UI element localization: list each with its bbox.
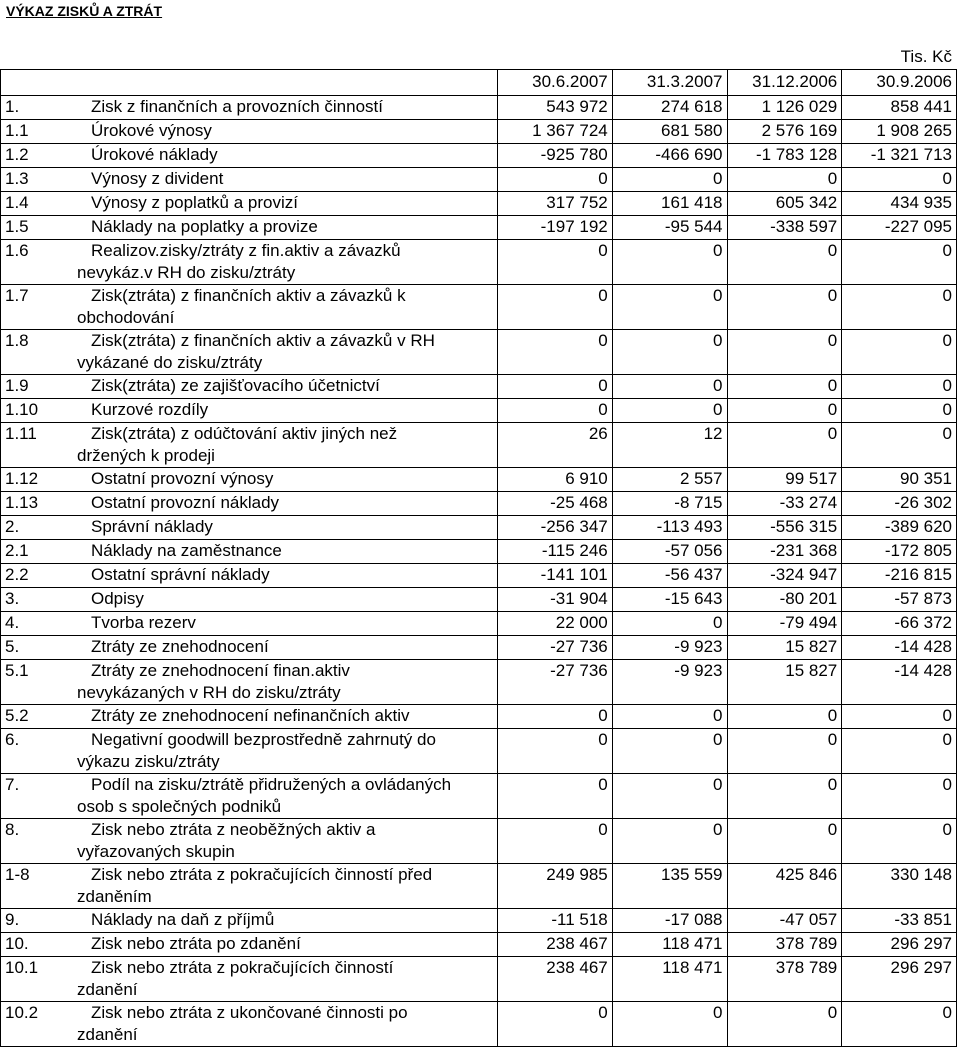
table-row bbox=[1, 564, 957, 588]
row-label-continuation: osob s společných podniků bbox=[77, 797, 282, 816]
row-label-cell bbox=[1, 864, 498, 909]
value-cell: -113 493 bbox=[612, 516, 727, 540]
row-code: 8. bbox=[5, 820, 20, 839]
value-cell: 330 148 bbox=[842, 864, 957, 909]
row-label: Náklady na zaměstnance bbox=[91, 541, 282, 560]
value-cell: 0 bbox=[727, 774, 842, 819]
value-cell: 0 bbox=[727, 240, 842, 285]
value-cell: -556 315 bbox=[727, 516, 842, 540]
value-cell: -25 468 bbox=[498, 492, 613, 516]
value-cell: 0 bbox=[612, 819, 727, 864]
row-code: 1.12 bbox=[5, 469, 39, 488]
row-label: Úrokové výnosy bbox=[91, 121, 212, 140]
table-row bbox=[1, 96, 957, 120]
value-cell: 434 935 bbox=[842, 192, 957, 216]
row-label: Negativní goodwill bezprostředně zahrnutý do bbox=[91, 730, 436, 749]
row-label-continuation: zdanění bbox=[77, 980, 138, 999]
value-cell: -33 274 bbox=[727, 492, 842, 516]
value-cell: 0 bbox=[612, 168, 727, 192]
value-cell: 605 342 bbox=[727, 192, 842, 216]
value-cell: 1 908 265 bbox=[842, 120, 957, 144]
row-label-cell bbox=[1, 375, 498, 399]
value-cell: 0 bbox=[727, 705, 842, 729]
row-label: Ostatní provozní náklady bbox=[91, 493, 280, 512]
row-label: Náklady na poplatky a provize bbox=[91, 217, 318, 236]
value-cell: 0 bbox=[498, 774, 613, 819]
value-cell: 0 bbox=[498, 1002, 613, 1047]
table-row bbox=[1, 168, 957, 192]
value-cell: 0 bbox=[498, 330, 613, 375]
row-label: Kurzové rozdíly bbox=[91, 400, 209, 419]
row-label: Zisk(ztráta) ze zajišťovacího účetnictví bbox=[91, 376, 380, 395]
value-cell: 858 441 bbox=[842, 96, 957, 120]
row-label: Zisk(ztráta) z odúčtování aktiv jiných než bbox=[91, 424, 398, 443]
value-cell: 0 bbox=[842, 423, 957, 468]
value-cell: 0 bbox=[727, 423, 842, 468]
value-cell: -57 873 bbox=[842, 588, 957, 612]
value-cell: 22 000 bbox=[498, 612, 613, 636]
value-cell: 90 351 bbox=[842, 468, 957, 492]
value-cell: 274 618 bbox=[612, 96, 727, 120]
row-label-cell bbox=[1, 120, 498, 144]
row-label-cell bbox=[1, 729, 498, 774]
table-row bbox=[1, 660, 957, 705]
value-cell: 0 bbox=[498, 285, 613, 330]
row-label-cell bbox=[1, 423, 498, 468]
value-cell: -56 437 bbox=[612, 564, 727, 588]
value-cell: 1 367 724 bbox=[498, 120, 613, 144]
row-label-cell bbox=[1, 192, 498, 216]
value-cell: 249 985 bbox=[498, 864, 613, 909]
value-cell: 0 bbox=[498, 399, 613, 423]
value-cell: -9 923 bbox=[612, 636, 727, 660]
row-code: 3. bbox=[5, 589, 20, 608]
row-label-cell bbox=[1, 1002, 498, 1047]
value-cell: -33 851 bbox=[842, 909, 957, 933]
table-body bbox=[1, 96, 957, 1047]
value-cell: 543 972 bbox=[498, 96, 613, 120]
table-row bbox=[1, 636, 957, 660]
header-row bbox=[1, 70, 957, 96]
value-cell: -14 428 bbox=[842, 660, 957, 705]
row-label-continuation: nevykáz.v RH do zisku/ztráty bbox=[77, 263, 296, 282]
value-cell: 0 bbox=[842, 705, 957, 729]
row-code: 2. bbox=[5, 517, 20, 536]
table-row bbox=[1, 588, 957, 612]
row-label-cell bbox=[1, 168, 498, 192]
row-label-cell bbox=[1, 588, 498, 612]
row-label-continuation: zdanění bbox=[77, 1025, 138, 1044]
row-label-continuation: nevykázaných v RH do zisku/ztráty bbox=[77, 683, 341, 702]
value-cell: 0 bbox=[612, 612, 727, 636]
table-row bbox=[1, 516, 957, 540]
table-row bbox=[1, 1002, 957, 1047]
value-cell: 0 bbox=[842, 729, 957, 774]
value-cell: 0 bbox=[612, 729, 727, 774]
unit-label: Tis. Kč bbox=[900, 47, 952, 66]
row-code: 10.2 bbox=[5, 1003, 39, 1022]
row-code: 1.4 bbox=[5, 193, 29, 212]
row-label-cell bbox=[1, 540, 498, 564]
value-cell: 6 910 bbox=[498, 468, 613, 492]
table-row bbox=[1, 612, 957, 636]
value-cell: 15 827 bbox=[727, 636, 842, 660]
row-label-cell bbox=[1, 933, 498, 957]
value-cell: 161 418 bbox=[612, 192, 727, 216]
value-cell: 0 bbox=[727, 375, 842, 399]
value-cell: 425 846 bbox=[727, 864, 842, 909]
table-row bbox=[1, 909, 957, 933]
value-cell: 12 bbox=[612, 423, 727, 468]
row-label-cell bbox=[1, 492, 498, 516]
value-cell: 0 bbox=[842, 819, 957, 864]
value-cell: -27 736 bbox=[498, 660, 613, 705]
column-header: 30.6.2007 bbox=[498, 70, 613, 96]
row-label: Odpisy bbox=[91, 589, 144, 608]
value-cell: 0 bbox=[842, 330, 957, 375]
value-cell: 0 bbox=[612, 285, 727, 330]
value-cell: 681 580 bbox=[612, 120, 727, 144]
value-cell: 0 bbox=[842, 285, 957, 330]
row-code: 1.6 bbox=[5, 241, 29, 260]
table-row bbox=[1, 957, 957, 1002]
row-label: Zisk(ztráta) z finančních aktiv a závazků v RH bbox=[91, 331, 435, 350]
table-row bbox=[1, 375, 957, 399]
value-cell: -256 347 bbox=[498, 516, 613, 540]
row-label-continuation: zdaněním bbox=[77, 887, 152, 906]
value-cell: 238 467 bbox=[498, 957, 613, 1002]
table-row bbox=[1, 216, 957, 240]
value-cell: -231 368 bbox=[727, 540, 842, 564]
row-label-cell bbox=[1, 468, 498, 492]
row-label-cell bbox=[1, 330, 498, 375]
value-cell: -26 302 bbox=[842, 492, 957, 516]
value-cell: 0 bbox=[498, 819, 613, 864]
value-cell: 135 559 bbox=[612, 864, 727, 909]
row-label: Ztráty ze znehodnocení nefinančních aktiv bbox=[91, 706, 410, 725]
row-label: Ostatní správní náklady bbox=[91, 565, 270, 584]
row-label-cell bbox=[1, 216, 498, 240]
row-label: Zisk nebo ztráta z pokračujících činností před bbox=[91, 865, 433, 884]
row-label-cell bbox=[1, 636, 498, 660]
value-cell: 0 bbox=[612, 774, 727, 819]
row-label: Správní náklady bbox=[91, 517, 213, 536]
row-code: 4. bbox=[5, 613, 20, 632]
value-cell: -9 923 bbox=[612, 660, 727, 705]
value-cell: 0 bbox=[842, 399, 957, 423]
value-cell: 378 789 bbox=[727, 957, 842, 1002]
row-code: 7. bbox=[5, 775, 20, 794]
table-row bbox=[1, 423, 957, 468]
value-cell: -66 372 bbox=[842, 612, 957, 636]
value-cell: -79 494 bbox=[727, 612, 842, 636]
table-row bbox=[1, 933, 957, 957]
row-code: 1.1 bbox=[5, 121, 29, 140]
value-cell: -324 947 bbox=[727, 564, 842, 588]
row-code: 5. bbox=[5, 637, 20, 656]
row-label: Zisk(ztráta) z finančních aktiv a závazků k bbox=[91, 286, 406, 305]
value-cell: -172 805 bbox=[842, 540, 957, 564]
row-label-cell bbox=[1, 399, 498, 423]
value-cell: 0 bbox=[498, 240, 613, 285]
row-label: Náklady na daň z příjmů bbox=[91, 910, 275, 929]
value-cell: 238 467 bbox=[498, 933, 613, 957]
value-cell: -31 904 bbox=[498, 588, 613, 612]
value-cell: -197 192 bbox=[498, 216, 613, 240]
value-cell: 118 471 bbox=[612, 957, 727, 1002]
value-cell: -925 780 bbox=[498, 144, 613, 168]
row-label: Výnosy z divident bbox=[91, 169, 224, 188]
table-row bbox=[1, 285, 957, 330]
row-label: Úrokové náklady bbox=[91, 145, 218, 164]
row-code: 2.2 bbox=[5, 565, 29, 584]
row-label: Zisk z finančních a provozních činností bbox=[91, 97, 383, 116]
value-cell: 26 bbox=[498, 423, 613, 468]
row-code: 1.13 bbox=[5, 493, 39, 512]
value-cell: 0 bbox=[612, 240, 727, 285]
table-row bbox=[1, 330, 957, 375]
value-cell: -216 815 bbox=[842, 564, 957, 588]
value-cell: -95 544 bbox=[612, 216, 727, 240]
row-label: Zisk nebo ztráta z pokračujících činností bbox=[91, 958, 394, 977]
row-code: 10.1 bbox=[5, 958, 39, 977]
row-label-continuation: držených k prodeji bbox=[77, 446, 215, 465]
row-label: Tvorba rezerv bbox=[91, 613, 196, 632]
value-cell: -47 057 bbox=[727, 909, 842, 933]
table-row bbox=[1, 705, 957, 729]
value-cell: -80 201 bbox=[727, 588, 842, 612]
column-header: 31.3.2007 bbox=[612, 70, 727, 96]
value-cell: 0 bbox=[612, 330, 727, 375]
row-label-cell bbox=[1, 819, 498, 864]
value-cell: 0 bbox=[498, 375, 613, 399]
value-cell: -14 428 bbox=[842, 636, 957, 660]
value-cell: 0 bbox=[498, 168, 613, 192]
table-row bbox=[1, 120, 957, 144]
value-cell: 0 bbox=[727, 168, 842, 192]
value-cell: 118 471 bbox=[612, 933, 727, 957]
value-cell: -338 597 bbox=[727, 216, 842, 240]
value-cell: 2 576 169 bbox=[727, 120, 842, 144]
row-label: Výnosy z poplatků a provizí bbox=[91, 193, 298, 212]
value-cell: 0 bbox=[842, 375, 957, 399]
row-label: Zisk nebo ztráta z neoběžných aktiv a bbox=[91, 820, 376, 839]
table-row bbox=[1, 819, 957, 864]
value-cell: -27 736 bbox=[498, 636, 613, 660]
value-cell: -227 095 bbox=[842, 216, 957, 240]
value-cell: 0 bbox=[612, 1002, 727, 1047]
value-cell: 0 bbox=[727, 819, 842, 864]
value-cell: 296 297 bbox=[842, 957, 957, 1002]
value-cell: -57 056 bbox=[612, 540, 727, 564]
row-label: Realizov.zisky/ztráty z fin.aktiv a závazků bbox=[91, 241, 401, 260]
row-code: 10. bbox=[5, 934, 29, 953]
row-label-cell bbox=[1, 660, 498, 705]
value-cell: 296 297 bbox=[842, 933, 957, 957]
value-cell: 0 bbox=[842, 1002, 957, 1047]
row-code: 6. bbox=[5, 730, 20, 749]
value-cell: -15 643 bbox=[612, 588, 727, 612]
row-label-cell bbox=[1, 516, 498, 540]
row-code: 5.1 bbox=[5, 661, 29, 680]
row-label: Ztráty ze znehodnocení bbox=[91, 637, 269, 656]
row-label-continuation: vykázané do zisku/ztráty bbox=[77, 353, 263, 372]
row-code: 1.7 bbox=[5, 286, 29, 305]
row-label-cell bbox=[1, 612, 498, 636]
value-cell: 0 bbox=[498, 729, 613, 774]
value-cell: 0 bbox=[727, 729, 842, 774]
header-blank bbox=[1, 70, 498, 96]
row-label-cell bbox=[1, 240, 498, 285]
row-label-cell bbox=[1, 144, 498, 168]
value-cell: 0 bbox=[842, 168, 957, 192]
row-label-cell bbox=[1, 564, 498, 588]
row-label-cell bbox=[1, 957, 498, 1002]
row-code: 9. bbox=[5, 910, 20, 929]
value-cell: 0 bbox=[842, 774, 957, 819]
value-cell: -466 690 bbox=[612, 144, 727, 168]
value-cell: -141 101 bbox=[498, 564, 613, 588]
row-code: 1.2 bbox=[5, 145, 29, 164]
value-cell: 317 752 bbox=[498, 192, 613, 216]
table-row bbox=[1, 399, 957, 423]
row-label-continuation: výkazu zisku/ztráty bbox=[77, 752, 220, 771]
value-cell: 2 557 bbox=[612, 468, 727, 492]
value-cell: 1 126 029 bbox=[727, 96, 842, 120]
value-cell: 99 517 bbox=[727, 468, 842, 492]
row-label-cell bbox=[1, 909, 498, 933]
table-row bbox=[1, 144, 957, 168]
value-cell: 15 827 bbox=[727, 660, 842, 705]
value-cell: -1 321 713 bbox=[842, 144, 957, 168]
value-cell: 0 bbox=[498, 705, 613, 729]
row-code: 1. bbox=[5, 97, 20, 116]
row-label-cell bbox=[1, 96, 498, 120]
value-cell: -11 518 bbox=[498, 909, 613, 933]
value-cell: 0 bbox=[612, 705, 727, 729]
table-row bbox=[1, 774, 957, 819]
value-cell: 0 bbox=[612, 375, 727, 399]
row-code: 2.1 bbox=[5, 541, 29, 560]
row-label-cell bbox=[1, 705, 498, 729]
table-row bbox=[1, 729, 957, 774]
row-label: Zisk nebo ztráta z ukončované činnosti po bbox=[91, 1003, 408, 1022]
table-row bbox=[1, 864, 957, 909]
row-label: Ztráty ze znehodnocení finan.aktiv bbox=[91, 661, 350, 680]
column-header: 30.9.2006 bbox=[842, 70, 957, 96]
row-label: Zisk nebo ztráta po zdanění bbox=[91, 934, 301, 953]
value-cell: 0 bbox=[842, 240, 957, 285]
row-label: Podíl na zisku/ztrátě přidružených a ovládaných bbox=[91, 775, 452, 794]
value-cell: -8 715 bbox=[612, 492, 727, 516]
row-code: 1-8 bbox=[5, 865, 30, 884]
table-row bbox=[1, 240, 957, 285]
row-label: Ostatní provozní výnosy bbox=[91, 469, 274, 488]
value-cell: 0 bbox=[727, 399, 842, 423]
row-code: 1.3 bbox=[5, 169, 29, 188]
row-label-cell bbox=[1, 285, 498, 330]
value-cell: 378 789 bbox=[727, 933, 842, 957]
table-row bbox=[1, 192, 957, 216]
value-cell: -115 246 bbox=[498, 540, 613, 564]
value-cell: -389 620 bbox=[842, 516, 957, 540]
row-label-continuation: vyřazovaných skupin bbox=[77, 842, 235, 861]
row-code: 1.5 bbox=[5, 217, 29, 236]
row-code: 1.8 bbox=[5, 331, 29, 350]
value-cell: -1 783 128 bbox=[727, 144, 842, 168]
value-cell: 0 bbox=[612, 399, 727, 423]
column-header: 31.12.2006 bbox=[727, 70, 842, 96]
row-code: 1.9 bbox=[5, 376, 29, 395]
row-label-cell bbox=[1, 774, 498, 819]
value-cell: 0 bbox=[727, 285, 842, 330]
value-cell: 0 bbox=[727, 1002, 842, 1047]
income-statement-table bbox=[0, 69, 957, 1047]
report-title: VÝKAZ ZISKŮ A ZTRÁT bbox=[6, 3, 163, 19]
value-cell: -17 088 bbox=[612, 909, 727, 933]
row-label-continuation: obchodování bbox=[77, 308, 175, 327]
row-code: 5.2 bbox=[5, 706, 29, 725]
table-row bbox=[1, 492, 957, 516]
table-row bbox=[1, 540, 957, 564]
table-row bbox=[1, 468, 957, 492]
value-cell: 0 bbox=[727, 330, 842, 375]
row-code: 1.10 bbox=[5, 400, 39, 419]
row-code: 1.11 bbox=[5, 424, 37, 443]
